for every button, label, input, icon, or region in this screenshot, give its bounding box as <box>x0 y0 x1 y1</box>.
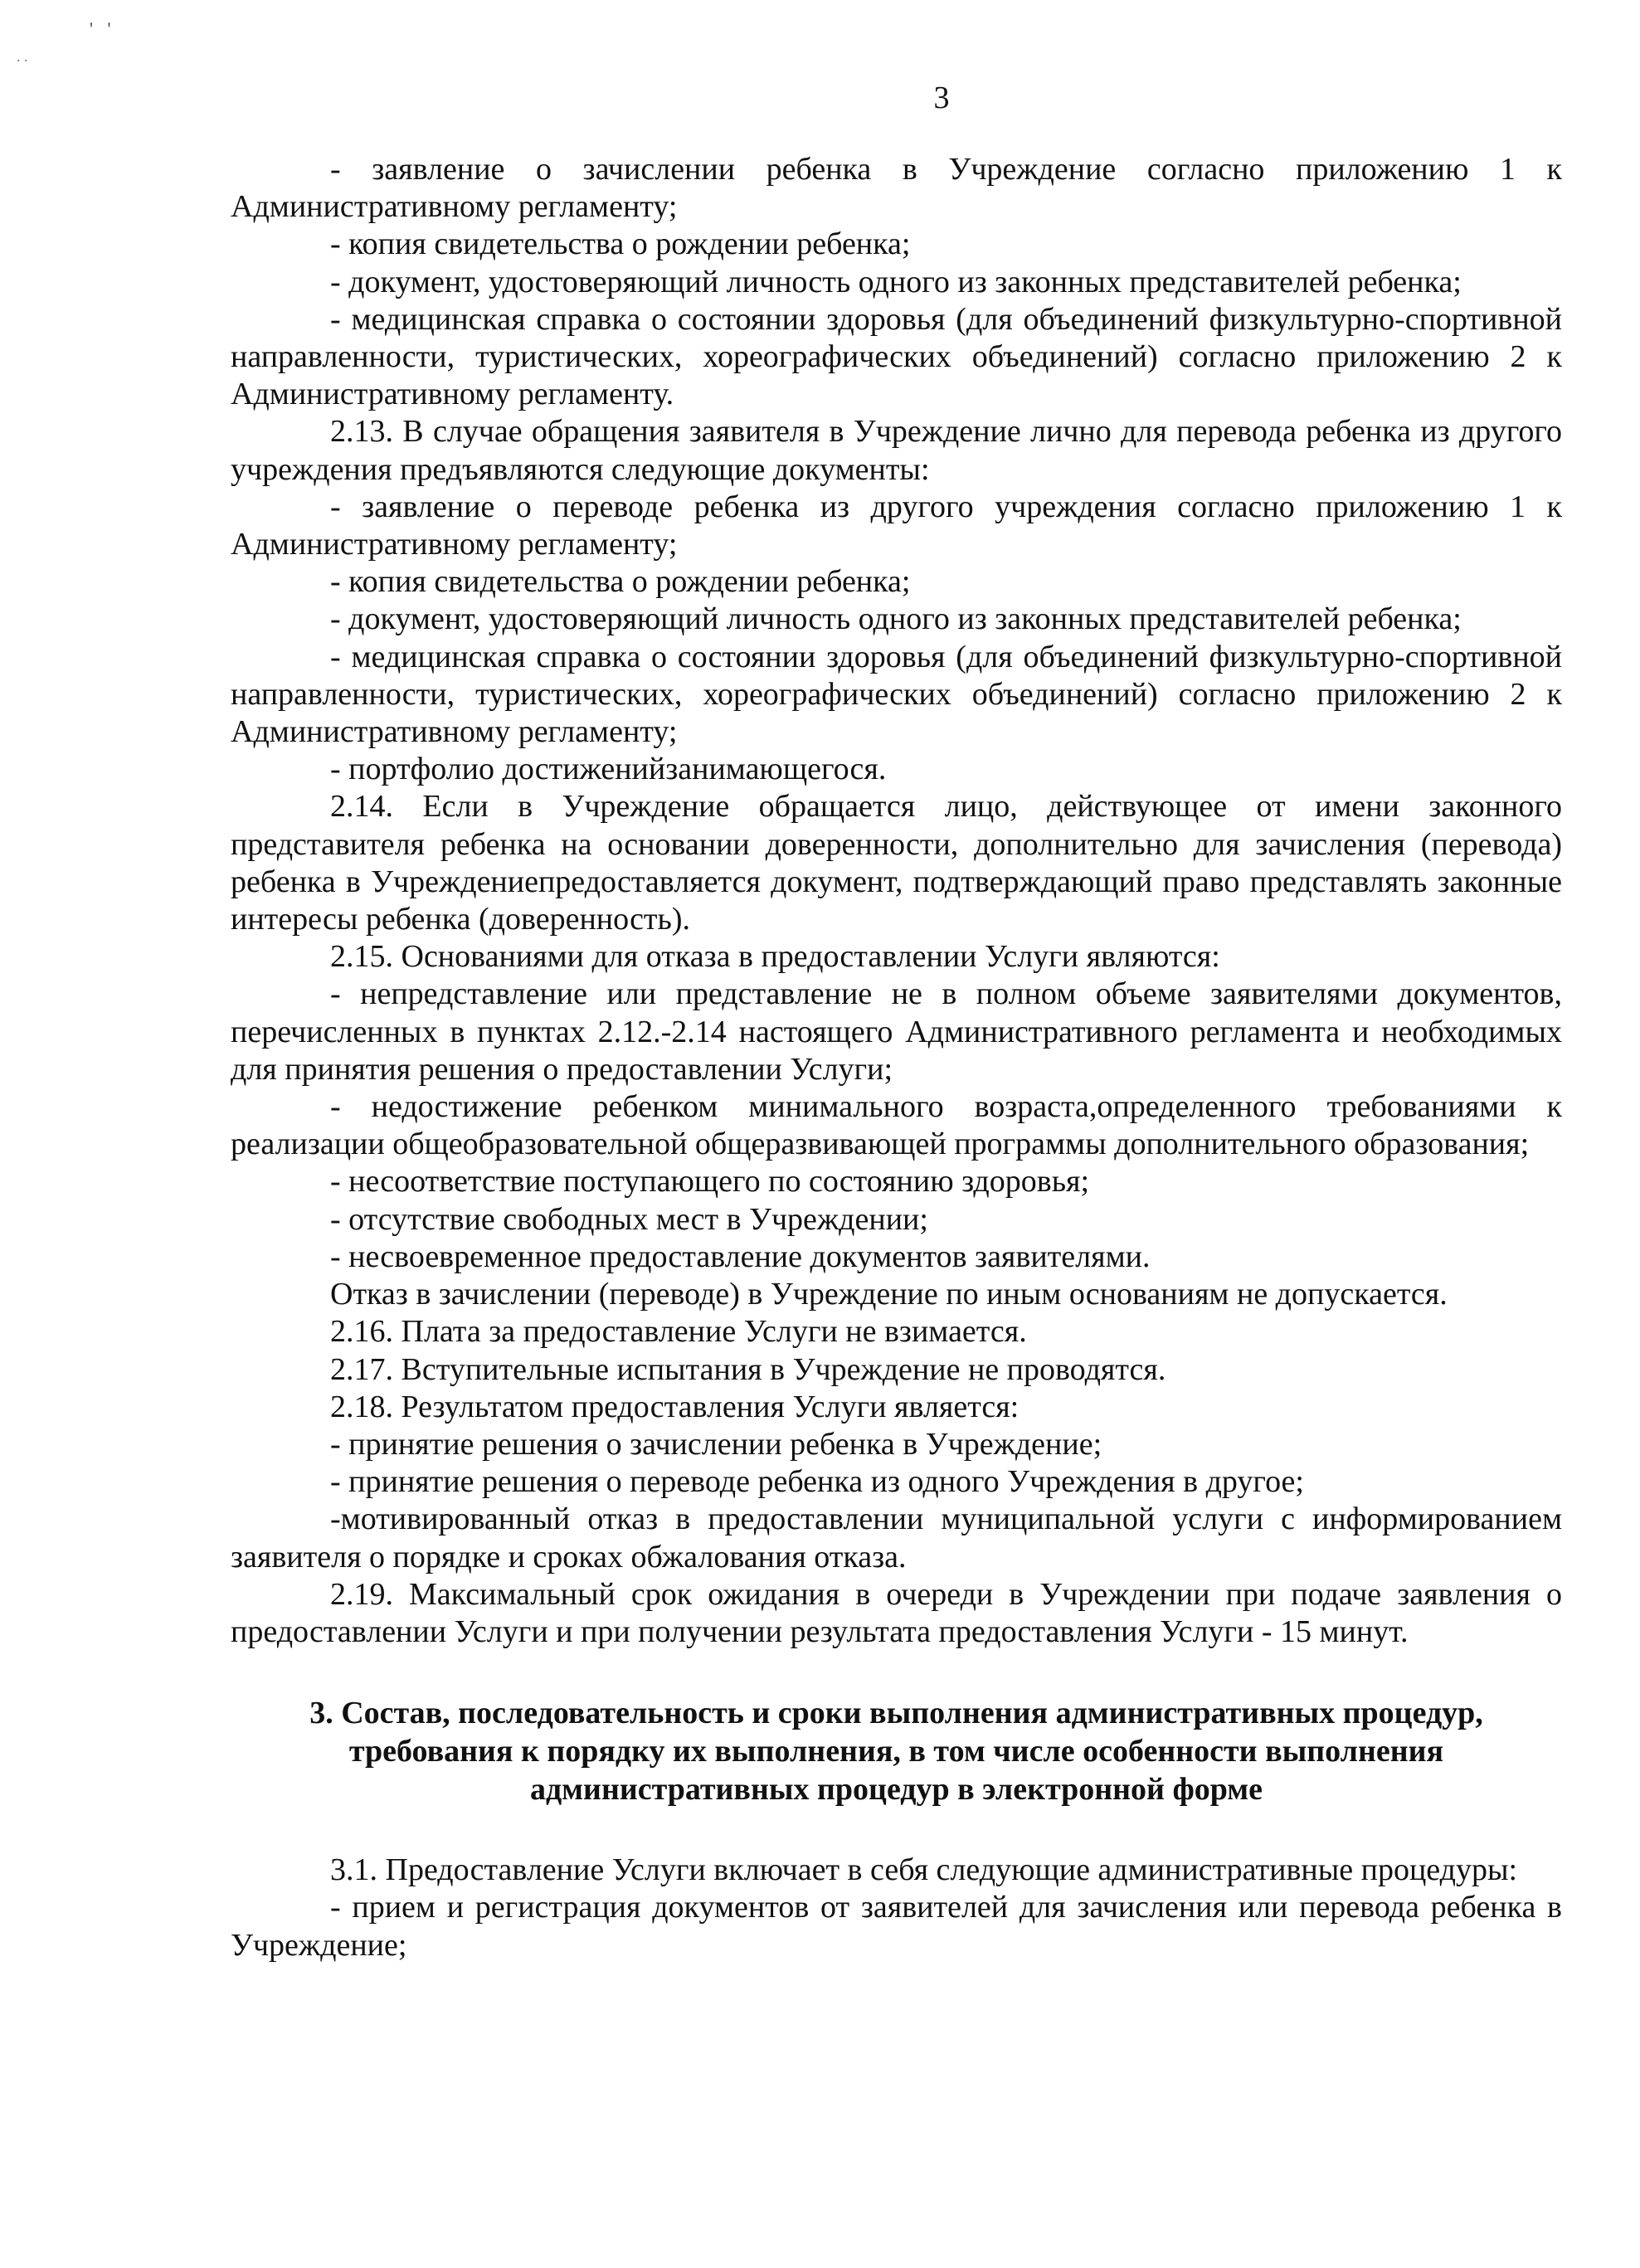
paragraph: - заявление о зачислении ребенка в Учреждение согласно приложению 1 к Административному регламенту; <box>231 152 1562 225</box>
paragraph: - принятие решения о переводе ребенка из одного Учреждения в другое; <box>330 1464 1304 1500</box>
paragraph: - отсутствие свободных мест в Учреждении; <box>330 1201 928 1237</box>
page-number: 3 <box>933 80 950 115</box>
paragraph: 2.17. Вступительные испытания в Учреждение не проводятся. <box>330 1351 1166 1387</box>
paragraph: - принятие решения о зачислении ребенка в Учреждение; <box>330 1426 1102 1462</box>
paragraph: 2.18. Результатом предоставления Услуги является: <box>330 1389 1020 1424</box>
paragraph: 2.16. Плата за предоставление Услуги не взимается. <box>330 1314 1027 1350</box>
paragraph: 2.15. Основаниями для отказа в предоставлении Услуги являются: <box>330 939 1220 975</box>
paragraph: - несоответствие поступающего по состоянию здоровья; <box>330 1164 1090 1200</box>
paragraph: 2.19. Максимальный срок ожидания в очереди в Учреждении при подаче заявления о предоставлении Услуги и при получении результата предоставления Услуги - 15 минут. <box>231 1576 1562 1649</box>
paragraph: 2.13. В случае обращения заявителя в Учреждение лично для перевода ребенка из другого учреждения предъявляются следующие документы: <box>231 414 1562 487</box>
paragraph: - документ, удостоверяющий личность одного из законных представителей ребенка; <box>330 264 1462 299</box>
scan-artifact-2: . . <box>17 48 28 65</box>
paragraph: - медицинская справка о состоянии здоровья (для объединений физкультурно-спортивной направленности, туристических, хореографических объединений) согласно приложению 2 к Административному регламенту; <box>231 639 1562 750</box>
paragraph: - копия свидетельства о рождении ребенка; <box>330 226 911 262</box>
paragraph: - документ, удостоверяющий личность одного из законных представителей ребенка; <box>330 601 1462 637</box>
paragraph: - несвоевременное предоставление документов заявителями. <box>330 1239 1151 1274</box>
paragraph: - копия свидетельства о рождении ребенка; <box>330 564 911 600</box>
paragraph: - заявление о переводе ребенка из другого учреждения согласно приложению 1 к Административному регламенту; <box>231 489 1562 562</box>
paragraph: - непредставление или представление не в полном объеме заявителями документов, перечисленных в пунктах 2.12.-2.14 настоящего Административного регламента и необходимых для принятия решения о предоставлении Услуги; <box>231 976 1562 1087</box>
section-heading: 3. Состав, последовательность и сроки выполнения административных процедур, требования к порядку их выполнения, в том числе особенности выполнения административных процедур в электронной форме <box>309 1696 1483 1808</box>
paragraph: -мотивированный отказ в предоставлении муниципальной услуги с информированием заявителя о порядке и сроках обжалования отказа. <box>231 1501 1562 1574</box>
paragraph: - медицинская справка о состоянии здоровья (для объединений физкультурно-спортивной направленности, туристических, хореографических объединений) согласно приложению 2 к Административному регламенту. <box>231 301 1562 412</box>
document-body <box>231 151 1562 1964</box>
paragraph: - портфолио достиженийзанимающегося. <box>330 752 887 787</box>
paragraph: 3.1. Предоставление Услуги включает в себя следующие административные процедуры: <box>330 1852 1518 1888</box>
paragraph: Отказ в зачислении (переводе) в Учреждение по иным основаниям не допускается. <box>330 1277 1448 1312</box>
scan-artifact: ' ' <box>90 18 116 39</box>
paragraph: - прием и регистрация документов от заявителей для зачисления или перевода ребенка в Учреждение; <box>231 1890 1562 1963</box>
paragraph: 2.14. Если в Учреждение обращается лицо, действующее от имени законного представителя ребенка на основании доверенности, дополнительно для зачисления (перевода) ребенка в Учреждениепредоставляется документ, подтверждающий право представлять законные интересы ребенка (доверенность). <box>231 789 1562 937</box>
paragraph: - недостижение ребенком минимального возраста,определенного требованиями к реализации общеобразовательной общеразвивающей программы дополнительного образования; <box>231 1089 1562 1162</box>
